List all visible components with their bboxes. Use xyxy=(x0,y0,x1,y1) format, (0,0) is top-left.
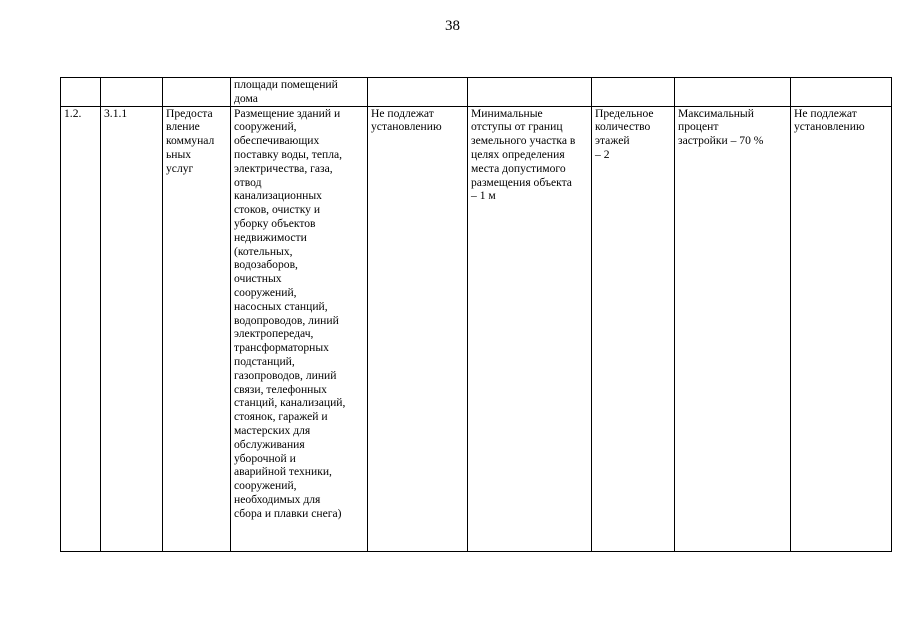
row-number: 1.2. xyxy=(64,106,82,120)
cell-empty xyxy=(101,78,163,107)
text-line: Максимальный xyxy=(678,106,754,120)
text-line: размещения объекта xyxy=(471,175,572,189)
text-line: установлению xyxy=(794,120,865,134)
text-line: процент xyxy=(678,120,719,134)
text-line: Минимальные xyxy=(471,106,543,120)
text-line: сооружений, xyxy=(234,479,297,493)
text-line: водопроводов, линий xyxy=(234,313,339,327)
cell-empty xyxy=(675,78,791,107)
text-line: коммунал xyxy=(166,134,215,148)
table-row xyxy=(61,106,892,551)
cell-empty xyxy=(368,78,468,107)
text-line: застройки – 70 % xyxy=(678,134,764,148)
text-line: Предельное xyxy=(595,106,654,120)
text-line: канализационных xyxy=(234,189,322,203)
text-line: ьных xyxy=(166,147,192,161)
text-line: отвод xyxy=(234,175,262,189)
text-line: Не подлежат xyxy=(794,106,857,120)
text-line: Размещение зданий и xyxy=(234,106,341,120)
text-line: подстанций, xyxy=(234,354,295,368)
cell-empty xyxy=(791,78,892,107)
text-line: аварийной техники, xyxy=(234,465,332,479)
text-line: установлению xyxy=(371,120,442,134)
text-line: станций, канализаций, xyxy=(234,396,346,410)
cell-floors xyxy=(592,106,675,551)
text-line: этажей xyxy=(595,134,630,148)
text-line: обслуживания xyxy=(234,437,305,451)
text-line: связи, телефонных xyxy=(234,382,327,396)
cell-code xyxy=(101,106,163,551)
text-line: уборочной и xyxy=(234,451,296,465)
text-line: дома xyxy=(234,91,258,105)
cell-empty xyxy=(468,78,592,107)
text-line: газопроводов, линий xyxy=(234,368,337,382)
text-line: мастерских для xyxy=(234,423,311,437)
cell-empty xyxy=(163,78,231,107)
cell-description xyxy=(231,106,368,551)
text-line: услуг xyxy=(166,161,194,175)
table-row-continued xyxy=(61,78,892,107)
text-line: трансформаторных xyxy=(234,341,329,355)
text-line: электричества, газа, xyxy=(234,161,333,175)
cell-empty xyxy=(61,78,101,107)
page-number: 38 xyxy=(445,18,460,34)
cell-area-limits xyxy=(368,106,468,551)
text-line: уборку объектов xyxy=(234,216,316,230)
cell-number xyxy=(61,106,101,551)
text-line: обеспечивающих xyxy=(234,134,320,148)
text-line: водозаборов, xyxy=(234,258,298,272)
text-line: недвижимости xyxy=(234,230,307,244)
text-line: места допустимого xyxy=(471,161,566,175)
text-line: электропередач, xyxy=(234,327,314,341)
text-line: количество xyxy=(595,120,651,134)
text-line: отступы от границ xyxy=(471,120,563,134)
cell-other xyxy=(791,106,892,551)
text-line: стоков, очистку и xyxy=(234,203,321,217)
cell-coverage xyxy=(675,106,791,551)
text-line: необходимых для xyxy=(234,492,321,506)
text-line: сбора и плавки снега) xyxy=(234,506,342,520)
cell-name xyxy=(163,106,231,551)
text-line: поставку воды, тепла, xyxy=(234,147,343,161)
text-line: (котельных, xyxy=(234,244,293,258)
text-line: – 1 м xyxy=(471,189,496,203)
text-line: вление xyxy=(166,120,200,134)
text-line: насосных станций, xyxy=(234,299,328,313)
regulations-table xyxy=(60,77,892,552)
cell-setbacks xyxy=(468,106,592,551)
text-line: земельного участка в xyxy=(471,134,576,148)
text-line: стоянок, гаражей и xyxy=(234,410,328,424)
text-line: сооружений, xyxy=(234,120,297,134)
text-line: сооружений, xyxy=(234,285,297,299)
text-line: целях определения xyxy=(471,147,565,161)
text-line: площади помещений xyxy=(234,78,338,91)
cell-description-continued xyxy=(231,78,368,107)
text-line: Предоста xyxy=(166,106,213,120)
row-code: 3.1.1 xyxy=(104,106,128,120)
text-line: очистных xyxy=(234,272,282,286)
text-line: Не подлежат xyxy=(371,106,434,120)
cell-empty xyxy=(592,78,675,107)
text-line: – 2 xyxy=(595,147,610,161)
